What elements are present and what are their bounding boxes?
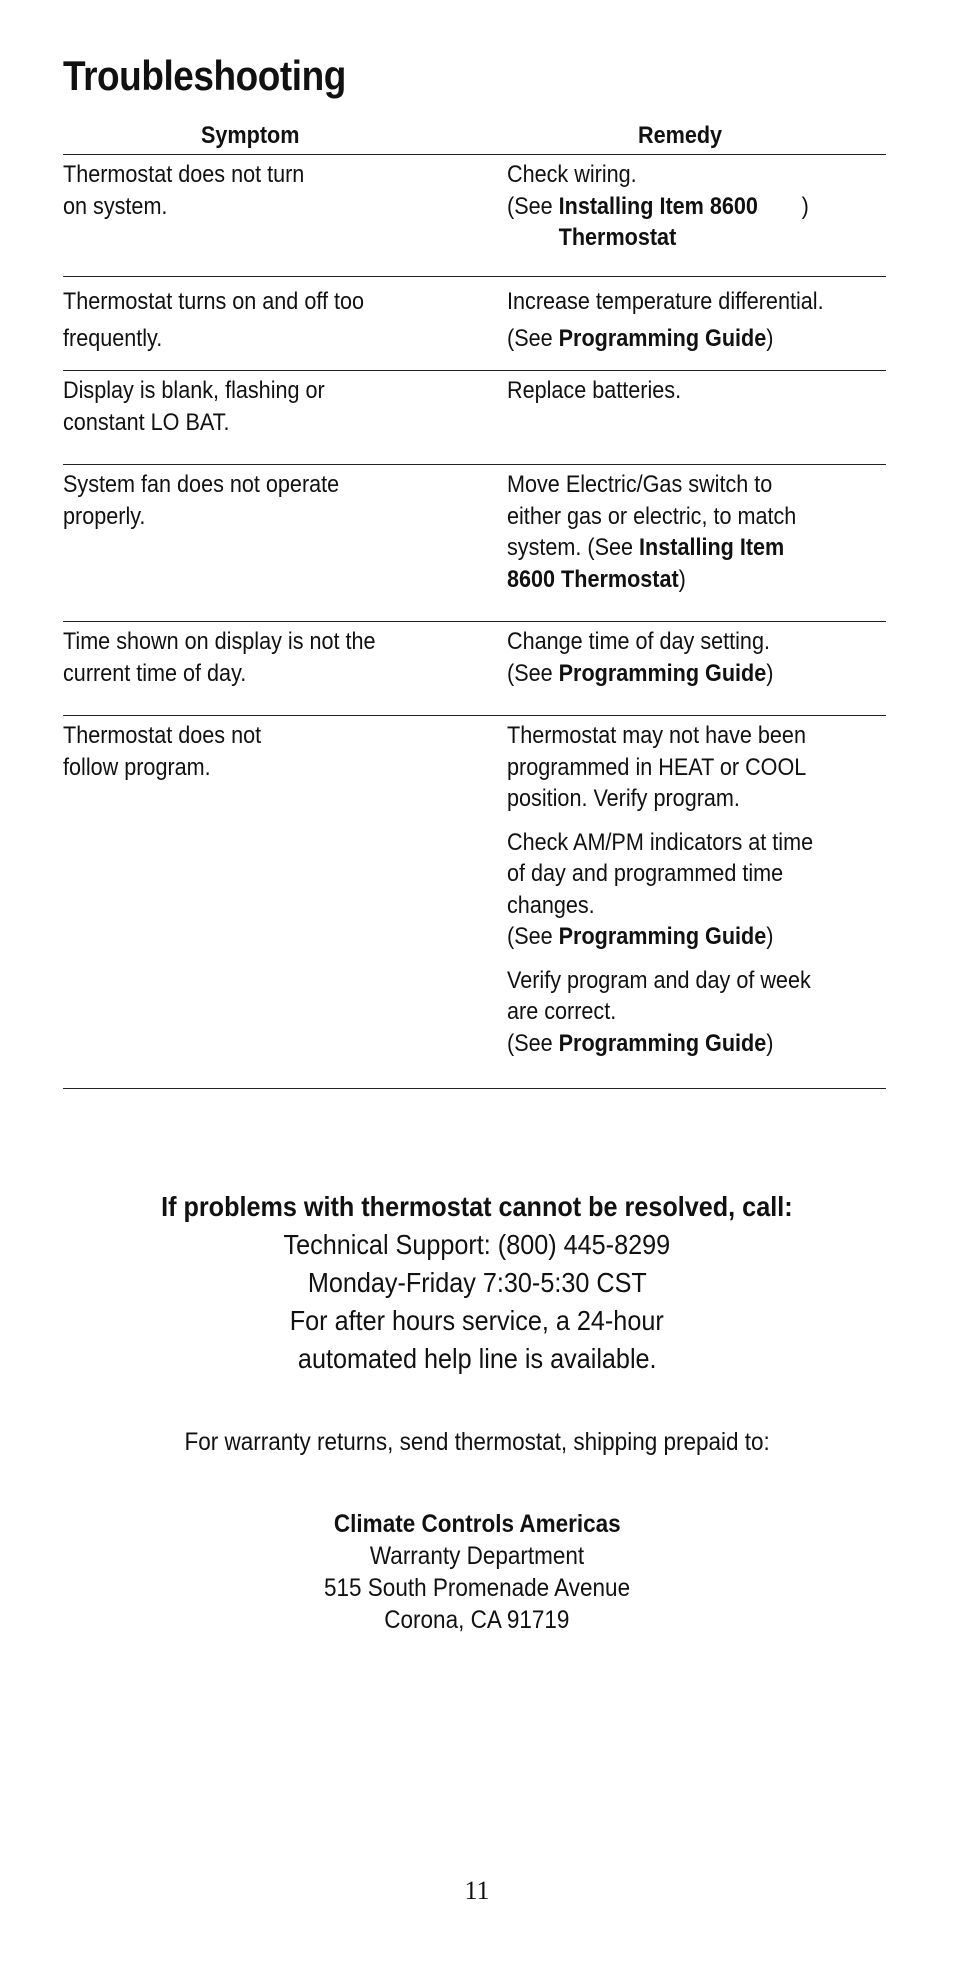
address-company: Climate Controls Americas <box>333 1510 621 1538</box>
troubleshooting-table <box>63 118 886 1089</box>
remedy-cell <box>507 159 885 254</box>
support-after-hours: For after hours service, a 24-hour <box>290 1305 664 1336</box>
see-suffix: ) <box>766 923 774 950</box>
address-street: 515 South Promenade Avenue <box>323 1574 631 1602</box>
symptom-line: on system. <box>63 192 168 220</box>
remedy-line: Check wiring. <box>507 161 637 188</box>
symptom-line: Thermostat does not turn <box>63 161 305 188</box>
see-prefix: (See <box>507 923 559 950</box>
remedy-line: Thermostat may not have been <box>507 722 806 749</box>
see-suffix: ) <box>766 325 774 352</box>
remedy-line: position. Verify program. <box>507 785 740 812</box>
remedy-line: Increase temperature differential. <box>507 288 824 315</box>
address-department: Warranty Department <box>369 1542 585 1570</box>
remedy-paragraph <box>507 626 885 689</box>
remedy-paragraph <box>507 469 885 595</box>
remedy-paragraph <box>507 159 885 254</box>
symptom-cell <box>63 375 414 438</box>
remedy-line: Check AM/PM indicators at time <box>507 828 814 856</box>
remedy-cell <box>507 720 885 1059</box>
symptom-header: Symptom <box>201 122 300 149</box>
symptom-line: Thermostat turns on and off too <box>63 288 364 315</box>
remedy-line: changes. <box>507 891 595 919</box>
symptom-line: Thermostat does not <box>63 722 262 749</box>
support-help-line: automated help line is available. <box>297 1343 657 1374</box>
symptom-cell <box>63 469 414 532</box>
remedy-line: of day and programmed time <box>507 860 784 887</box>
symptom-cell <box>63 720 414 783</box>
remedy-cell <box>507 626 885 689</box>
see-prefix: (See <box>507 1029 559 1057</box>
see-reference: Programming Guide <box>558 1029 767 1057</box>
support-lead: If problems with thermostat cannot be resolved, call: <box>161 1191 793 1222</box>
symptom-line: frequently. <box>63 325 163 352</box>
see-suffix: ) <box>678 565 686 593</box>
remedy-paragraph <box>507 965 885 1060</box>
see-suffix: ) <box>801 192 809 220</box>
see-prefix: system. (See <box>507 534 640 561</box>
symptom-line: follow program. <box>63 753 211 781</box>
remedy-line: Change time of day setting. <box>507 628 770 655</box>
see-reference: Installing Item 8600 Thermostat <box>507 534 785 593</box>
remedy-line: Verify program and day of week <box>507 966 811 994</box>
table-header <box>63 118 886 155</box>
see-suffix: ) <box>766 1029 774 1057</box>
see-prefix: (See <box>507 659 559 687</box>
remedy-line: Replace batteries. <box>507 377 682 404</box>
table-row <box>63 465 886 622</box>
support-info <box>0 1188 954 1378</box>
see-reference: Installing Item 8600 Thermostat <box>558 192 758 251</box>
table-row <box>63 371 886 465</box>
symptom-cell <box>63 159 414 222</box>
remedy-paragraph <box>507 720 885 815</box>
table-row <box>63 155 886 277</box>
symptom-line: constant LO BAT. <box>63 408 230 436</box>
remedy-paragraph <box>507 375 885 407</box>
see-reference: Programming Guide <box>558 659 767 687</box>
remedy-cell <box>507 283 885 357</box>
remedy-paragraph <box>507 827 885 953</box>
remedy-line: either gas or electric, to match <box>507 502 797 530</box>
support-phone: Technical Support: (800) 445-8299 <box>283 1229 671 1260</box>
warranty-address <box>0 1508 954 1636</box>
remedy-cell <box>507 469 885 595</box>
symptom-line: Time shown on display is not the <box>63 628 376 655</box>
remedy-line: programmed in HEAT or COOL <box>507 753 807 781</box>
warranty-note <box>0 1426 954 1458</box>
remedy-cell <box>507 375 885 407</box>
see-reference: Programming Guide <box>558 325 767 352</box>
table-row <box>63 622 886 716</box>
page-number: 11 <box>464 1876 490 1905</box>
symptom-line: properly. <box>63 502 146 530</box>
support-hours: Monday-Friday 7:30-5:30 CST <box>307 1267 647 1298</box>
see-prefix: (See <box>507 192 559 220</box>
warranty-text: For warranty returns, send thermostat, shipping prepaid to: <box>184 1428 770 1456</box>
symptom-line: Display is blank, flashing or <box>63 377 325 404</box>
page-title: Troubleshooting <box>63 52 346 99</box>
symptom-cell <box>63 283 414 357</box>
see-prefix: (See <box>507 325 559 352</box>
table-row <box>63 277 886 371</box>
symptom-line: System fan does not operate <box>63 471 340 498</box>
symptom-cell <box>63 626 414 689</box>
see-reference: Programming Guide <box>558 923 767 950</box>
address-city: Corona, CA 91719 <box>384 1606 570 1634</box>
see-suffix: ) <box>766 659 774 687</box>
remedy-line: are correct. <box>507 998 617 1025</box>
remedy-line: Move Electric/Gas switch to <box>507 471 773 498</box>
table-row <box>63 716 886 1089</box>
symptom-line: current time of day. <box>63 659 247 687</box>
remedy-header: Remedy <box>638 122 723 149</box>
remedy-paragraph <box>507 283 885 357</box>
